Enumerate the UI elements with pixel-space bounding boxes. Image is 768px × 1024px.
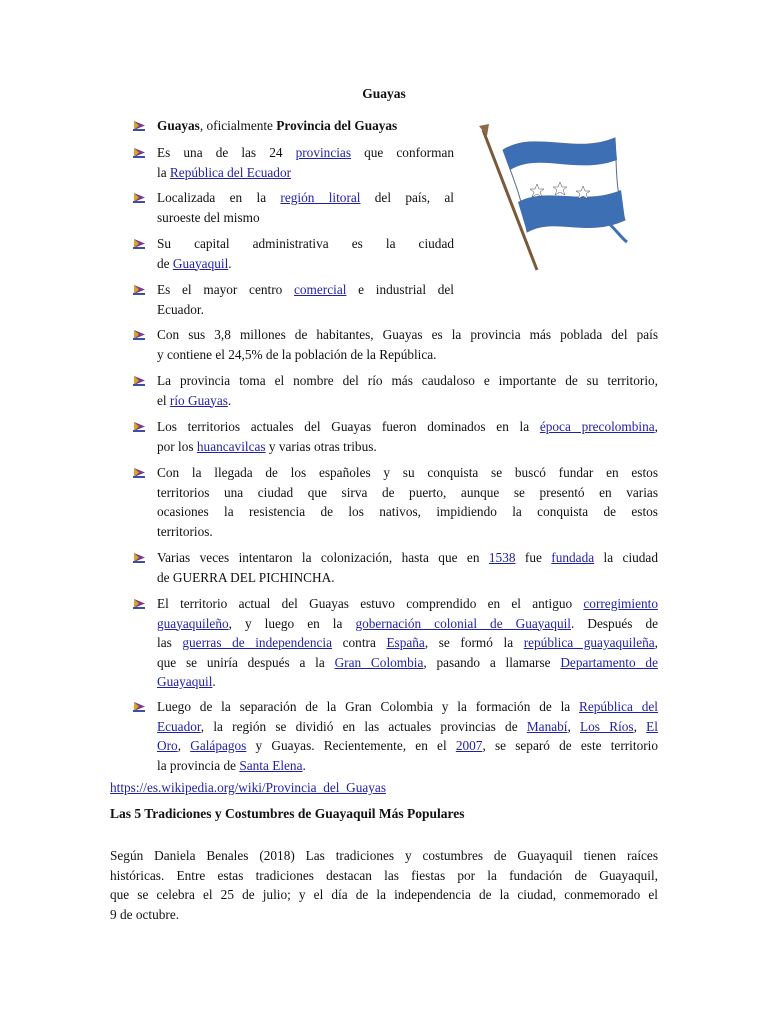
text: de GUERRA DEL PICHINCHA.: [157, 569, 335, 585]
bullet-item: [157, 143, 454, 182]
text: por los: [157, 438, 197, 454]
text: Luego de la separación de la Gran Colombia y la formación de la: [157, 699, 580, 714]
text: Es el mayor centro: [157, 282, 294, 297]
bullet-line: [157, 300, 454, 320]
text: El territorio actual del Guayas estuvo comprendido en el antiguo: [157, 596, 584, 611]
paragraph-line: que se celebra el 25 de julio; y el día de la independencia de la ciudad, conmemorado el: [110, 887, 658, 902]
text: la ciudad: [594, 550, 658, 565]
bullet-line: [157, 116, 454, 136]
bullet-arrow-icon: [133, 701, 146, 712]
bullet-line: [157, 417, 658, 437]
link[interactable]: región litoral: [280, 190, 361, 205]
paragraph-line: Según Daniela Benales (2018) Las tradiciones y costumbres de Guayaquil tienen raíces: [110, 848, 658, 863]
link[interactable]: El: [646, 718, 658, 734]
link[interactable]: Santa Elena: [239, 757, 303, 773]
bullet-line: [157, 371, 658, 391]
text: y Guayas. Recientemente, en el: [246, 738, 456, 753]
link[interactable]: comercial: [294, 282, 347, 297]
text: e industrial del: [346, 282, 454, 297]
text: , se formó la: [424, 635, 524, 650]
bullet-arrow-icon: [133, 598, 146, 609]
bullet-line: [157, 254, 454, 274]
link[interactable]: corregimiento: [583, 596, 658, 611]
bullet-item: [157, 116, 454, 136]
bullet-line: [157, 345, 658, 365]
bullet-item: [157, 463, 658, 541]
bullet-arrow-icon: [133, 192, 146, 203]
link[interactable]: Ecuador: [157, 718, 201, 734]
text: La provincia toma el nombre del río más caudaloso e importante de su territorio,: [157, 373, 658, 388]
paragraph-line: 9 de octubre.: [110, 906, 180, 922]
text: .: [228, 255, 232, 271]
text: territorios una ciudad que sirva de puerto, aunque se presentó en varias: [157, 484, 658, 500]
text: .: [227, 392, 232, 408]
link[interactable]: Oro: [157, 738, 178, 753]
bullet-item: [157, 325, 658, 364]
bullet-line: [157, 325, 658, 345]
paragraph-line: históricas. Entre estas tradiciones destacan las fiestas por la fundación de Guayaquil,: [110, 867, 658, 883]
bullet-item: [157, 188, 454, 227]
text: ,: [654, 419, 658, 434]
bullet-line: [157, 502, 658, 522]
link[interactable]: España: [386, 635, 425, 650]
text: , oficialmente: [199, 118, 277, 133]
bullet-line: [157, 208, 454, 228]
text: del país, al: [360, 190, 454, 205]
text: Con sus 3,8 millones de habitantes, Guayas es la provincia más poblada del país: [157, 327, 658, 342]
text: contra: [332, 635, 387, 650]
intro-paragraph: [110, 846, 658, 924]
text: Con la llegada de los españoles y su conquista se buscó fundar en estos: [157, 465, 658, 480]
bullet-line: [157, 437, 658, 457]
text: ,: [177, 738, 191, 753]
bullet-line: [157, 633, 658, 653]
bullet-item: [157, 280, 454, 319]
text: Es una de las 24: [157, 145, 296, 160]
guayas-flag-image: [465, 120, 633, 274]
link[interactable]: gobernación colonial de Guayaquil: [355, 615, 572, 631]
bullet-line: [157, 522, 658, 542]
bold-text: Guayas: [157, 118, 200, 133]
bullet-arrow-icon: [133, 421, 146, 432]
link[interactable]: Departamento de: [560, 654, 658, 670]
bullet-line: [157, 736, 658, 756]
text: , y luego en la: [228, 615, 356, 631]
text: ,: [654, 635, 658, 650]
bullet-arrow-icon: [133, 552, 146, 563]
link[interactable]: Guayaquil: [172, 255, 229, 271]
text: ,: [633, 718, 647, 734]
bullet-line: [157, 280, 454, 300]
bullet-line: [157, 717, 658, 737]
text: que se uniría después a la: [157, 654, 335, 670]
bullet-line: [157, 756, 658, 776]
text: la provincia de: [157, 757, 240, 773]
text: Ecuador.: [157, 301, 204, 317]
section-heading: Las 5 Tradiciones y Costumbres de Guayaquil Más Populares: [110, 806, 465, 821]
bullet-line: [157, 614, 658, 634]
page-title: Guayas: [362, 86, 406, 101]
link[interactable]: Guayaquil: [157, 674, 213, 689]
text: Varias veces intentaron la colonización, hasta que en: [157, 550, 489, 565]
bullet-arrow-icon: [133, 238, 146, 249]
text: .: [212, 674, 216, 689]
text: fue: [515, 550, 552, 565]
bullet-line: [157, 672, 658, 692]
link[interactable]: 2007: [455, 738, 483, 753]
link[interactable]: 1538: [488, 550, 516, 565]
bullet-arrow-icon: [133, 329, 146, 340]
bullet-arrow-icon: [133, 467, 146, 478]
bullet-arrow-icon: [133, 120, 146, 131]
text: ocasiones la resistencia de los nativos, impidiendo la conquista de estos: [157, 504, 658, 519]
text: . Después de: [571, 615, 658, 631]
bullet-item: [157, 594, 658, 692]
bullet-line: [157, 163, 454, 183]
bullet-item: [157, 371, 658, 410]
bullet-item: [157, 234, 454, 273]
bullet-line: [157, 463, 658, 483]
bullet-line: [157, 391, 658, 411]
bullet-line: [157, 653, 658, 673]
text: .: [302, 757, 306, 773]
link[interactable]: República del: [579, 699, 659, 714]
text: suroeste del mismo: [157, 209, 260, 225]
bullet-line: [157, 594, 658, 614]
text: la: [157, 164, 170, 180]
link[interactable]: Los Ríos: [580, 718, 634, 734]
link[interactable]: Gran Colombia: [334, 654, 424, 670]
link[interactable]: guerras de independencia: [182, 635, 333, 650]
bullet-line: [157, 483, 658, 503]
text: el: [157, 392, 170, 408]
text: , pasando a llamarse: [423, 654, 561, 670]
text: que conforman: [351, 145, 454, 160]
link[interactable]: huancavilcas: [196, 438, 266, 454]
bullet-arrow-icon: [133, 375, 146, 386]
bold-text: Provincia del Guayas: [276, 118, 398, 133]
bullet-line: [157, 143, 454, 163]
link[interactable]: República del Ecuador: [169, 164, 292, 180]
source-url-link[interactable]: https://es.wikipedia.org/wiki/Provincia_del_Guayas: [110, 780, 386, 795]
bullet-item: [157, 417, 658, 456]
link[interactable]: Galápagos: [190, 738, 247, 753]
text: las: [157, 635, 183, 650]
text: , se separó de este territorio: [482, 738, 658, 753]
link[interactable]: río Guayas: [169, 392, 228, 408]
bullet-line: [157, 548, 658, 568]
text: Localizada en la: [157, 190, 281, 205]
bullet-item: [157, 548, 658, 587]
link[interactable]: guayaquileño: [157, 615, 229, 631]
link[interactable]: Manabí: [526, 718, 568, 734]
bullet-line: [157, 234, 454, 254]
link[interactable]: república guayaquileña: [523, 635, 655, 650]
text: , la región se dividió en las actuales provincias de: [200, 718, 527, 734]
text: Los territorios actuales del Guayas fueron dominados en la: [157, 419, 540, 434]
text: y contiene el 24,5% de la población de la República.: [157, 346, 437, 362]
link[interactable]: provincias: [295, 145, 351, 160]
bullet-arrow-icon: [133, 147, 146, 158]
link[interactable]: época precolombina: [539, 419, 655, 434]
bullet-item: [157, 697, 658, 775]
text: de: [157, 255, 173, 271]
bullet-line: [157, 568, 658, 588]
text: Su capital administrativa es la ciudad: [157, 236, 454, 251]
link[interactable]: fundada: [551, 550, 595, 565]
bullet-arrow-icon: [133, 284, 146, 295]
bullet-line: [157, 697, 658, 717]
text: y varias otras tribus.: [265, 438, 377, 454]
bullet-line: [157, 188, 454, 208]
text: ,: [567, 718, 581, 734]
text: territorios.: [157, 523, 213, 539]
